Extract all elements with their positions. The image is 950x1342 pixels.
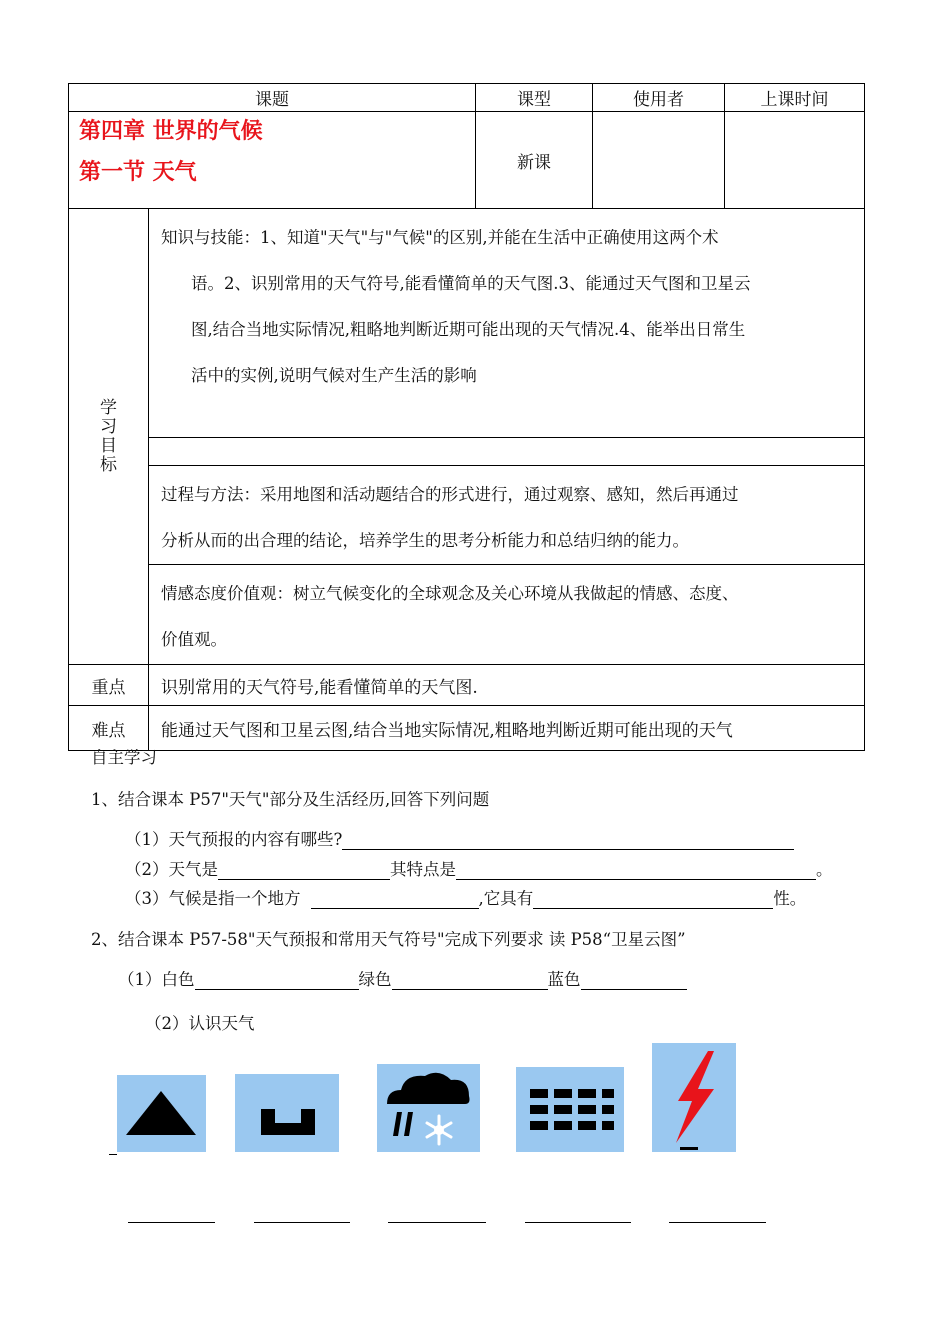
key-point-row	[69, 665, 865, 706]
chapter-title: 第四章 世界的气候	[79, 119, 263, 144]
knowledge-skills-line: 活中的实例,说明气候对生产生活的影响	[191, 366, 477, 385]
stray-mark	[109, 1154, 117, 1155]
rain-snow-cloud-icon	[377, 1064, 480, 1152]
question-2-1-text-b: 绿色	[358, 970, 392, 989]
knowledge-skills-line: 语。2、识别常用的天气符号,能看懂简单的天气图.3、能通过天气图和卫星云	[191, 274, 751, 293]
attitude-line: 价值观。	[161, 630, 227, 649]
symbol-answer-line[interactable]	[254, 1222, 350, 1223]
process-method-cell	[149, 466, 865, 565]
answer-blank[interactable]	[533, 892, 773, 909]
question-2-1	[118, 966, 687, 990]
lightning-icon	[652, 1043, 736, 1152]
question-2-1-text-a: （1）白色	[118, 970, 195, 989]
objectives-label-char: 目	[100, 435, 117, 456]
process-method-text: 过程与方法：采用地图和活动题结合的形式进行，通过观察、感知，然后再通过	[161, 485, 739, 504]
question-1-2-text-b: 其特点是	[390, 860, 456, 879]
lesson-plan-table	[68, 83, 865, 751]
question-2-1-text-c: 蓝色	[547, 970, 581, 989]
attitude-cell	[149, 565, 865, 665]
key-point-text: 识别常用的天气符号,能看懂简单的天气图.	[149, 665, 865, 706]
answer-blank[interactable]	[581, 973, 687, 990]
attitude-text: 情感态度价值观：树立气候变化的全球观念及关心环境从我做起的情感、态度、	[161, 584, 739, 603]
symbol-answer-line[interactable]	[128, 1222, 215, 1223]
key-point-label: 重点	[69, 665, 149, 706]
knowledge-skills-line: 图,结合当地实际情况,粗略地判断近期可能出现的天气情况.4、能举出日常生	[191, 320, 746, 339]
question-1-3	[125, 885, 806, 909]
section-title: 第一节 天气	[79, 160, 197, 185]
symbol-answer-line[interactable]	[669, 1222, 766, 1223]
question-2-2: （2）认识天气	[145, 1014, 255, 1033]
answer-blank[interactable]	[456, 863, 816, 880]
time-cell	[725, 112, 865, 209]
question-2: 2、结合课本 P57-58"天气预报和常用天气符号"完成下列要求 读 P58“卫星云图”	[91, 930, 686, 949]
self-study-heading: 自主学习	[91, 748, 157, 767]
grid-dashes-icon	[516, 1067, 624, 1152]
question-1-1	[125, 826, 794, 850]
header-row	[69, 84, 865, 112]
triangle-icon	[117, 1075, 206, 1152]
header-type: 课型	[476, 84, 593, 112]
objective-row-knowledge	[69, 209, 865, 438]
objective-row-attitude	[69, 565, 865, 665]
knowledge-skills-text: 知识与技能：1、知道"天气"与"气候"的区别,并能在生活中正确使用这两个术	[161, 228, 719, 247]
question-1-3-text-b: ,它具有	[478, 889, 534, 908]
symbol-answer-line[interactable]	[525, 1222, 631, 1223]
question-1-2	[125, 856, 833, 880]
answer-blank[interactable]	[392, 973, 548, 990]
title-cell	[69, 112, 476, 209]
empty-cell	[149, 438, 865, 466]
difficulty-text: 能通过天气图和卫星云图,结合当地实际情况,粗略地判断近期可能出现的天气	[149, 706, 865, 751]
difficulty-row	[69, 706, 865, 751]
objectives-label	[69, 209, 149, 665]
header-topic: 课题	[69, 84, 476, 112]
process-method-line: 分析从而的出合理的结论，培养学生的思考分析能力和总结归纳的能力。	[161, 531, 689, 550]
objective-row-empty	[69, 438, 865, 466]
question-1-2-text-a: （2）天气是	[125, 860, 218, 879]
question-1-3-text-a: （3）气候是指一个地方	[125, 889, 301, 908]
header-user: 使用者	[593, 84, 725, 112]
question-1: 1、结合课本 P57"天气"部分及生活经历,回答下列问题	[91, 790, 490, 809]
question-1-3-text-c: 性。	[773, 889, 807, 908]
answer-blank[interactable]	[342, 833, 794, 850]
answer-blank[interactable]	[218, 863, 390, 880]
lesson-type: 新课	[476, 112, 593, 209]
title-row	[69, 112, 865, 209]
objectives-label-char: 学	[100, 397, 117, 418]
answer-blank[interactable]	[195, 973, 359, 990]
symbol-answer-line[interactable]	[388, 1222, 486, 1223]
knowledge-skills-cell	[149, 209, 865, 438]
objectives-label-char: 标	[100, 454, 117, 475]
objectives-label-char: 习	[100, 416, 117, 437]
question-1-1-text: （1）天气预报的内容有哪些?	[125, 830, 343, 849]
question-1-2-text-c: 。	[816, 860, 833, 879]
answer-blank[interactable]	[311, 892, 479, 909]
objective-row-process	[69, 466, 865, 565]
header-time: 上课时间	[725, 84, 865, 112]
user-cell	[593, 112, 725, 209]
bracket-icon	[235, 1074, 339, 1152]
difficulty-label: 难点	[69, 706, 149, 751]
